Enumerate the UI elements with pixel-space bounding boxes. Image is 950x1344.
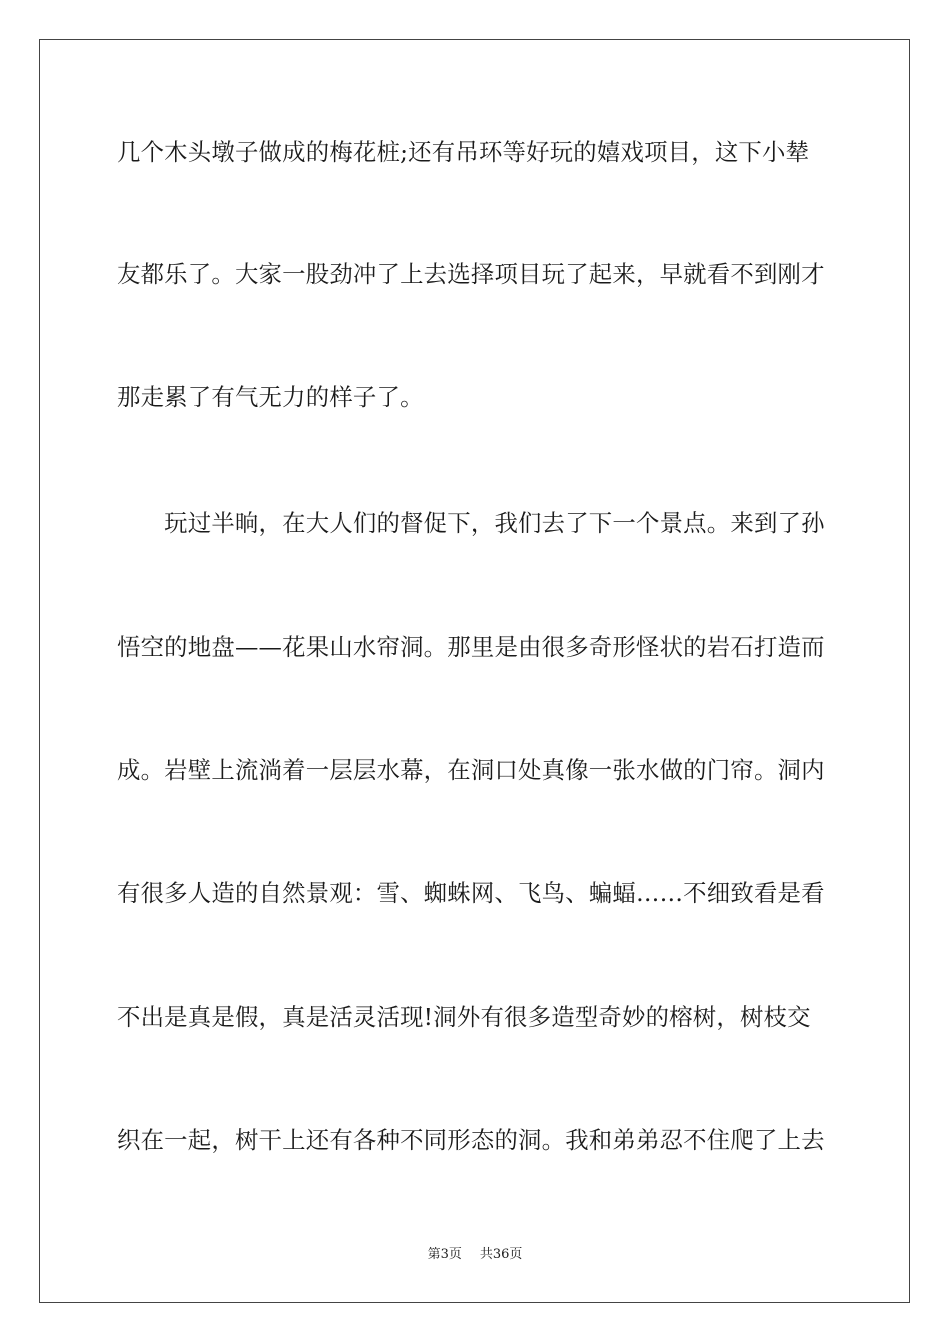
page-number: 第3页	[427, 1247, 462, 1262]
text-line: 成。岩壁上流淌着一层层水幕，在洞口处真像一张水做的门帘。洞内	[117, 756, 825, 784]
text-line: 友都乐了。大家一股劲冲了上去选择项目玩了起来，早就看不到刚才	[117, 260, 825, 288]
total-pages: 共36页	[479, 1247, 523, 1262]
text-line: 有很多人造的自然景观：雪、蜘蛛网、飞鸟、蝙蝠……不细致看是看	[117, 879, 825, 907]
text-line: 玩过半晌，在大人们的督促下，我们去了下一个景点。来到了孙	[117, 509, 825, 537]
text-line: 织在一起，树干上还有各种不同形态的洞。我和弟弟忍不住爬了上去	[117, 1126, 825, 1154]
text-line: 悟空的地盘——花果山水帘洞。那里是由很多奇形怪状的岩石打造而	[117, 633, 825, 661]
text-line: 几个木头墩子做成的梅花桩;还有吊环等好玩的嬉戏项目，这下小辇	[117, 138, 810, 166]
page-footer	[0, 1246, 950, 1264]
page-border	[39, 39, 910, 1303]
text-line: 那走累了有气无力的样子了。	[117, 383, 424, 411]
text-line: 不出是真是假，真是活灵活现!洞外有很多造型奇妙的榕树，树枝交	[117, 1003, 811, 1031]
